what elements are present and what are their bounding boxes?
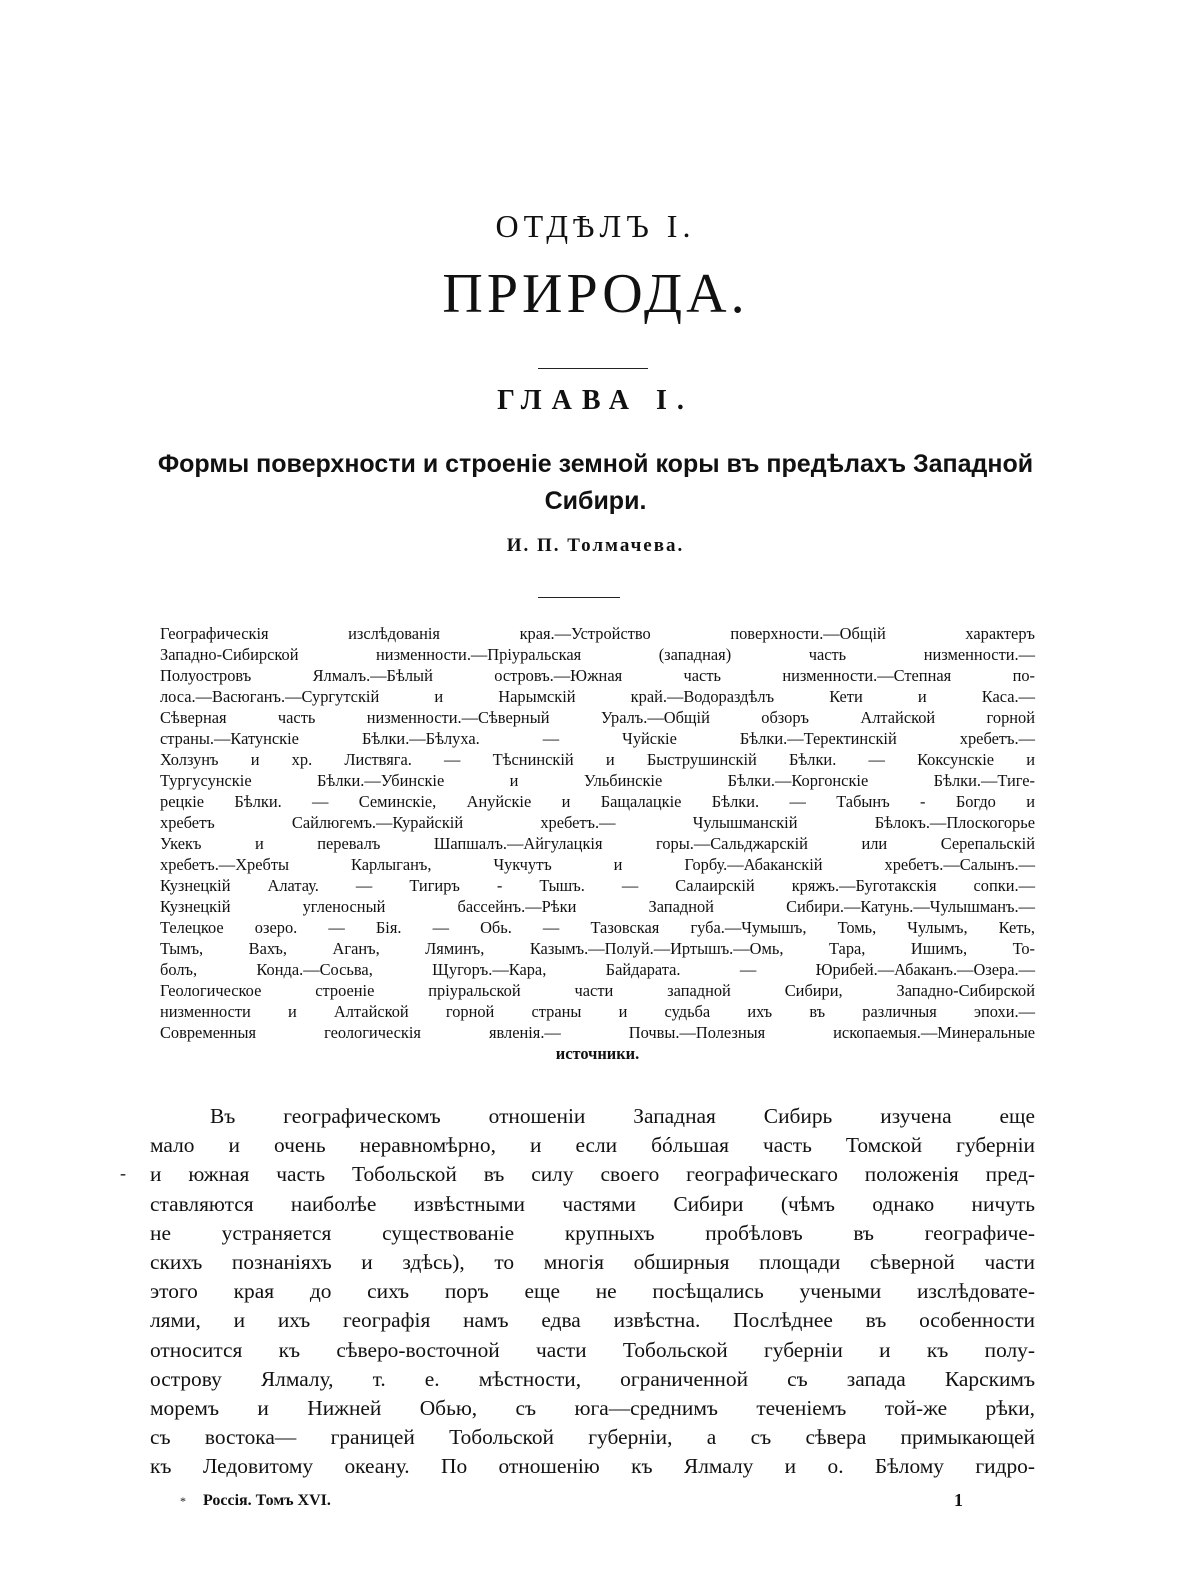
- summary-line: рецкіе Бѣлки. — Семинскіе, Ануйскіе и Бащалацкіе Бѣлки. — Табынъ - Богдо и: [160, 792, 1035, 811]
- chapter-title-line: Сибири.: [544, 487, 647, 515]
- summary-line: источники.: [555, 1044, 640, 1063]
- body-line: и южная часть Тобольской въ силу своего географическаго положенія пред-: [150, 1162, 1035, 1187]
- summary-line: Укекъ и перевалъ Шапшалъ.—Айгулацкія горы.—Сальджарскій или Серепальскій: [160, 834, 1035, 853]
- chapter-summary: [160, 623, 1035, 1064]
- summary-line: болъ, Конда.—Сосьва, Щугоръ.—Кара, Байдарата. — Юрибей.—Абаканъ.—Озера.—: [160, 960, 1035, 979]
- summary-line: страны.—Катунскіе Бѣлки.—Бѣлуха. — Чуйскіе Бѣлки.—Теректинскій хребетъ.—: [160, 729, 1035, 748]
- body-line: этого края до сихъ поръ еще не посѣщались учеными изслѣдовате-: [150, 1279, 1035, 1304]
- summary-line: Кузнецкій Алатау. — Тигиръ - Тышъ. — Салаирскій кряжъ.—Буготакскія сопки.—: [160, 876, 1035, 895]
- summary-line: Тургусунскіе Бѣлки.—Убинскіе и Ульбинскіе Бѣлки.—Коргонскіе Бѣлки.—Тиге-: [160, 771, 1035, 790]
- body-line: скихъ познаніяхъ и здѣсь), то многія обширныя площади сѣверной части: [150, 1250, 1035, 1275]
- summary-line: Тымъ, Вахъ, Аганъ, Ляминъ, Казымъ.—Полуй.—Иртышъ.—Омь, Тара, Ишимъ, То-: [160, 939, 1035, 958]
- body-line: моремъ и Нижней Обью, съ юга—среднимъ теченіемъ той-же рѣки,: [150, 1396, 1035, 1421]
- summary-line: хребетъ Сайлюгемъ.—Курайскій хребетъ.— Чулышманскій Бѣлокъ.—Плоскогорье: [160, 813, 1035, 832]
- body-line: ставляются наиболѣе извѣстными частями Сибири (чѣмъ однако ничуть: [150, 1191, 1035, 1216]
- footnote-mark: *: [180, 1494, 186, 1508]
- author-name: И. П. Толмачева.: [506, 535, 685, 556]
- page-footer-title: Россія. Томъ XVI.: [203, 1492, 331, 1509]
- summary-line: Телецкое озеро. — Бія. — Обь. — Тазовская губа.—Чумышъ, Томь, Чулымъ, Кеть,: [160, 918, 1035, 937]
- margin-mark: -: [120, 1163, 126, 1183]
- summary-line: Географическія изслѣдованія края.—Устройство поверхности.—Общій характеръ: [160, 624, 1035, 643]
- body-line: съ востока— границей Тобольской губерніи, а съ сѣвера примыкающей: [150, 1425, 1035, 1450]
- summary-line: лоса.—Васюганъ.—Сургутскій и Нарымскій край.—Водораздѣлъ Кети и Каса.—: [160, 687, 1035, 706]
- body-line: мало и очень неравномѣрно, и если бóльшая часть Томской губерніи: [150, 1133, 1035, 1158]
- body-line: острову Ялмалу, т. е. мѣстности, ограниченной съ запада Карскимъ: [150, 1366, 1035, 1391]
- section-title: ПРИРОДА.: [442, 263, 749, 325]
- body-line: относится къ сѣверо-восточной части Тобольской губерніи и къ полу-: [150, 1337, 1035, 1362]
- section-heading: ОТДѢЛЪ I.: [495, 208, 696, 244]
- summary-line: низменности и Алтайской горной страны и судьба ихъ въ различныя эпохи.—: [160, 1002, 1035, 1021]
- summary-line: Геологическое строеніе пріуральской части западной Сибири, Западно-Сибирской: [160, 981, 1035, 1000]
- summary-line: Полуостровъ Ялмалъ.—Бѣлый островъ.—Южная часть низменности.—Степная по-: [160, 666, 1035, 685]
- divider-rule: [538, 368, 648, 369]
- body-line: Въ географическомъ отношеніи Западная Сибирь изучена еще: [210, 1104, 1035, 1128]
- chapter-title: [150, 446, 1041, 520]
- divider-rule: [538, 597, 620, 598]
- summary-line: Сѣверная часть низменности.—Сѣверный Уралъ.—Общій обзоръ Алтайской горной: [160, 708, 1035, 727]
- chapter-heading: ГЛАВА I.: [497, 385, 694, 416]
- body-line: къ Ледовитому океану. По отношенію къ Ялмалу и о. Бѣлому гидро-: [150, 1454, 1035, 1479]
- summary-line: Западно-Сибирской низменности.—Пріуральская (западная) часть низменности.—: [160, 645, 1035, 664]
- page-number: 1: [954, 1490, 963, 1510]
- summary-line: Холзунъ и хр. Листвяга. — Тѣснинскій и Быструшинскій Бѣлки. — Коксунскіе и: [160, 750, 1035, 769]
- body-paragraph: [150, 1102, 1035, 1482]
- summary-line: Кузнецкій угленосный бассейнъ.—Рѣки Западной Сибири.—Катунь.—Чулышманъ.—: [160, 897, 1035, 916]
- body-line: лями, и ихъ географія намъ едва извѣстна. Послѣднее въ особенности: [150, 1308, 1035, 1333]
- summary-line: Современныя геологическія явленія.— Почвы.—Полезныя ископаемыя.—Минеральные: [160, 1023, 1035, 1042]
- chapter-title-line: Формы поверхности и строеніе земной коры въ предѣлахъ Западной: [157, 450, 1034, 478]
- summary-line: хребетъ.—Хребты Карлыганъ, Чукчутъ и Горбу.—Абаканскій хребетъ.—Салынъ.—: [160, 855, 1035, 874]
- body-line: не устраняется существованіе крупныхъ пробѣловъ въ географиче-: [150, 1220, 1035, 1245]
